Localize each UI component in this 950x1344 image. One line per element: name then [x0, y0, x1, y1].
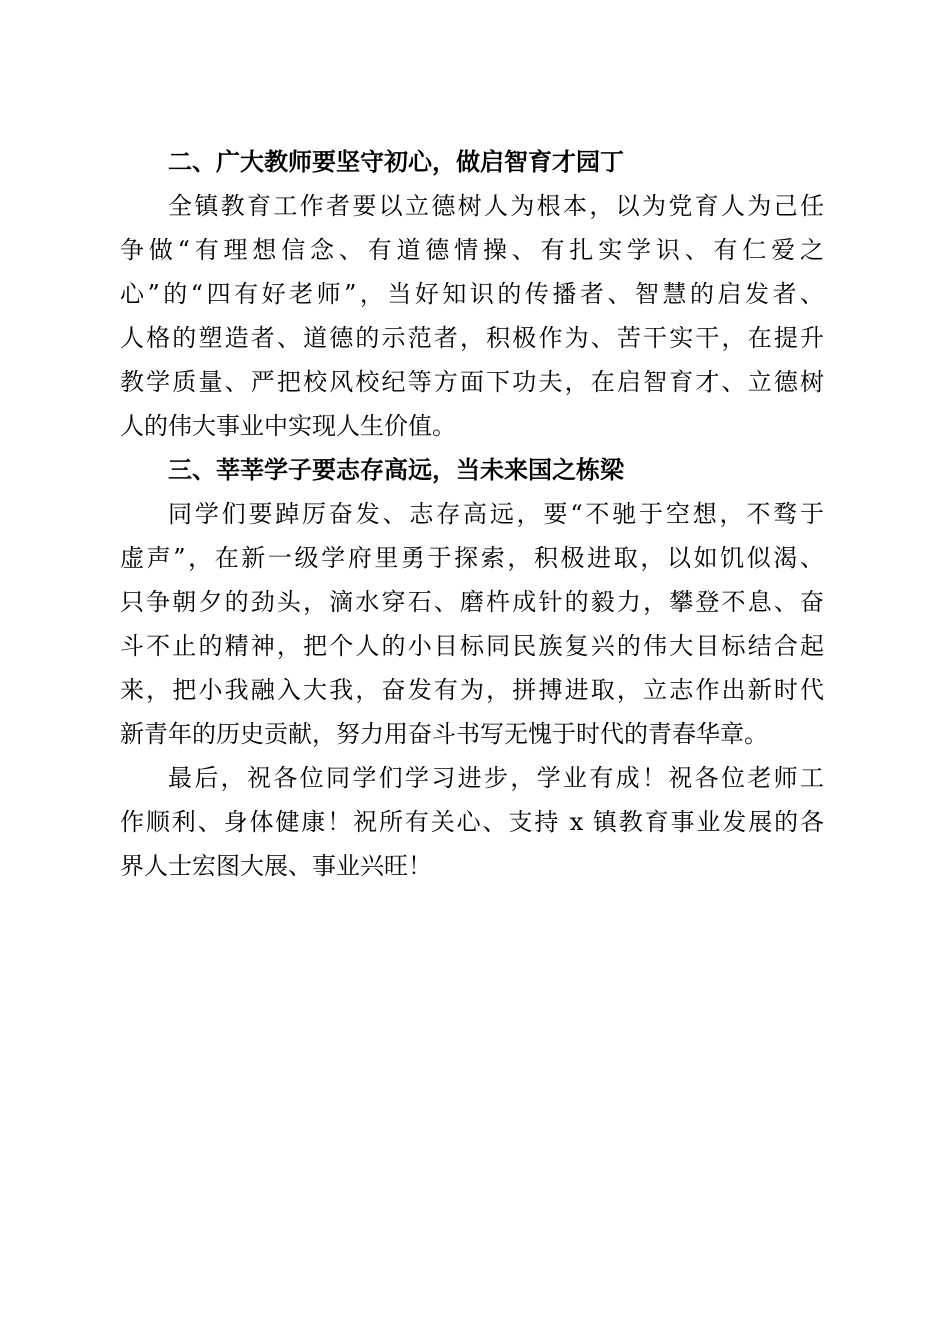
paragraph-line: 教学质量、严把校风校纪等方面下功夫，在启智育才、立德树	[120, 368, 824, 396]
paragraph-line: 最后，祝各位同学们学习进步，学业有成！祝各位老师工	[168, 764, 824, 792]
paragraph-line: 只争朝夕的劲头，滴水穿石、磨杵成针的毅力，攀登不息、奋	[120, 588, 824, 616]
document-body	[120, 140, 824, 888]
paragraph-line: 来，把小我融入大我，奋发有为，拼搏进取，立志作出新时代	[120, 676, 824, 704]
paragraph-line: 心”的“四有好老师”，当好知识的传播者、智慧的启发者、	[120, 280, 824, 308]
paragraph-line: 争做“有理想信念、有道德情操、有扎实学识、有仁爱之	[120, 236, 824, 264]
paragraph-line: 全镇教育工作者要以立德树人为根本，以为党育人为己任	[168, 192, 824, 220]
paragraph-students	[120, 492, 824, 756]
section-heading-teachers: 二、广大教师要坚守初心，做启智育才园丁	[168, 148, 624, 176]
paragraph-teachers	[120, 184, 824, 448]
paragraph-closing	[120, 756, 824, 888]
paragraph-line: 界人士宏图大展、事业兴旺！	[120, 852, 432, 880]
paragraph-line: 新青年的历史贡献，努力用奋斗书写无愧于时代的青春华章。	[120, 720, 768, 748]
paragraph-line: 作顺利、身体健康！祝所有关心、支持 x 镇教育事业发展的各	[120, 808, 824, 836]
paragraph-line: 同学们要踔厉奋发、志存高远，要“不驰于空想，不骛于	[168, 500, 824, 528]
paragraph-line: 人格的塑造者、道德的示范者，积极作为、苦干实干，在提升	[120, 324, 824, 352]
section-heading-students: 三、莘莘学子要志存高远，当未来国之栋梁	[168, 456, 624, 484]
paragraph-line: 斗不止的精神，把个人的小目标同民族复兴的伟大目标结合起	[120, 632, 824, 660]
paragraph-line: 虚声”，在新一级学府里勇于探索，积极进取，以如饥似渴、	[120, 544, 824, 572]
paragraph-line: 人的伟大事业中实现人生价值。	[120, 412, 456, 440]
